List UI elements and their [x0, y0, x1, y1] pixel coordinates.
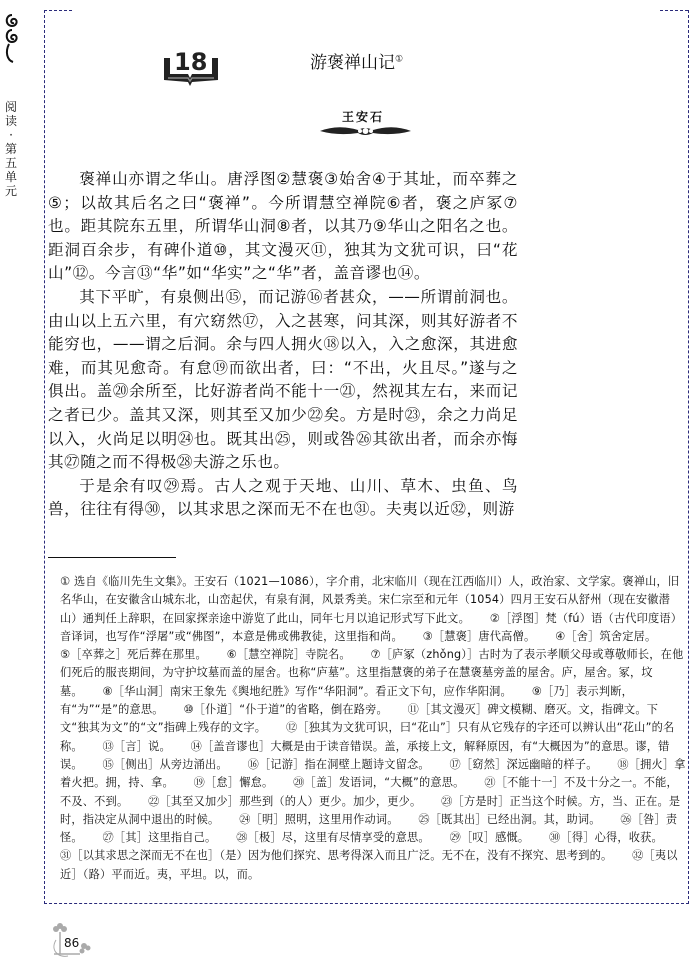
- footnote: ⑰［窈然］深远幽暗的样子。: [449, 757, 598, 771]
- unit-side-label: [4, 100, 18, 198]
- open-book-lesson-number-icon: [160, 40, 220, 90]
- scroll-ornament-icon: [2, 12, 22, 64]
- footnote: ㉜［夷以近］（路）平而近。夷，平坦。以，而。: [60, 849, 678, 881]
- paragraph: 褒禅山亦谓之华山。唐浮图②慧褒③始舍④于其址，而卒葬之⑤；以故其后名之曰“褒禅”。今所谓慧空禅院⑥者，褒之庐冢⑦也。距其院东五里，所谓华山洞⑧者，以其乃⑨华山之阳名之也。距洞百余步，有碑仆道⑩，其文漫灭⑪，独其为文犹可识，曰“花山”⑫。今言⑬“华”如“华实”之“华”者，盖音谬也⑭。: [48, 170, 518, 283]
- title-text: 游褒禅山记: [310, 53, 395, 73]
- footnote: ⑲［怠］懈怠。: [193, 776, 274, 790]
- footnote: ⑩［仆道］“仆于道”的省略，倒在路旁。: [183, 703, 388, 717]
- footnote: ① 选自《临川先生文集》。王安石（1021—1086），字介甫，北宋临川（现在江西临川）人，政治家、文学家。褒禅山，旧名华山，在安徽含山城东北，山峦起伏，有泉有洞，风景秀美。宋仁宗至和元年（1054）四月王安石从舒州（现在安徽潜山）通判任上辞职，在回家探亲途中游览了此山，同年七月以追记形式写下此文。: [60, 575, 680, 625]
- side-char: 阅: [4, 100, 17, 114]
- footnote: ③［慧褒］唐代高僧。: [422, 629, 536, 643]
- footnote: ⑫［独其为文犹可识，曰“花山”］只有从它残存的字还可以辨认出“花山”的名称。: [60, 721, 675, 753]
- footnote: ⑭［盖音谬也］大概是由于读音错误。盖，承接上文，解释原因，有“大概因为”的意思。谬，错误。: [60, 739, 670, 771]
- footnote: ㉙［叹］感慨。: [449, 831, 530, 845]
- page-number: 86: [64, 936, 80, 950]
- footnote: ④［舍］筑舍定居。: [555, 629, 657, 643]
- footnote: ⑥［慧空禅院］寺院名。: [226, 648, 351, 662]
- footnote: ⑳［盖］发语词，“大概”的意思。: [293, 776, 465, 790]
- footnote: ㉕［既其出］已经出洞。其，助词。: [418, 812, 601, 826]
- paragraph: 于是余有叹㉙焉。古人之观于天地、山川、草木、虫鱼、鸟兽，往往有得㉚，以其求思之深而无不在也㉛。夫夷以近㉜，则游: [48, 476, 518, 519]
- footnote-divider: [48, 557, 176, 558]
- footnote: ㉔［明］照明，这里用作动词。: [239, 812, 399, 826]
- footnote: ㉛［以其求思之深而无不在也］（是）因为他们探究、思考得深入而且广泛。无不在，没有不探究、思考到的。: [60, 849, 613, 863]
- side-char: 元: [4, 184, 17, 198]
- footnote: ㉓［方是时］正当这个时候。方，当、正在。是时，指决定从洞中退出的时候。: [60, 794, 681, 826]
- title-footnote-ref[interactable]: ①: [395, 54, 404, 65]
- footnote: ⑮［侧出］从旁边涌出。: [102, 757, 228, 771]
- footnote: ㉑［不能十一］不及十分之一。不能，不及、不到。: [60, 776, 678, 808]
- side-char: 第: [4, 142, 17, 156]
- lesson-title: [310, 48, 403, 73]
- svg-text:18: 18: [174, 48, 208, 76]
- footnote: ⑨［乃］表示判断，有“为”“是”的意思。: [60, 684, 634, 717]
- footnote: ㉗［其］这里指自己。: [102, 831, 217, 845]
- footnote: ⑪［其文漫灭］碑文模糊、磨灭。文，指碑文。下文“独其为文”的“文”指碑上残存的文字。: [60, 703, 659, 735]
- footnote: ㉚［得］心得，收获。: [549, 831, 663, 845]
- footnote: ㉒［其至又加少］那些到（的人）更少。加少，更少。: [148, 794, 422, 808]
- main-text: [48, 168, 518, 522]
- side-char: ·: [9, 128, 13, 142]
- footnote: ⑯［记游］指在洞壁上题诗文留念。: [247, 757, 430, 771]
- footnote: ②［浮图］梵（fú）语（古代印度语）音译词，也写作“浮屠”或“佛图”，本意是佛或佛教徒，这里指和尚。: [60, 611, 683, 643]
- footnote: ⑱［拥火］拿着火把。拥，持、拿。: [60, 757, 686, 790]
- side-char: 五: [4, 156, 17, 170]
- footnote: ⑬［言］说。: [102, 739, 171, 753]
- side-char: 单: [4, 170, 17, 184]
- footnote: ⑤［卒葬之］死后葬在那里。: [60, 648, 207, 662]
- ribbon-ornament-icon: [318, 122, 413, 138]
- footnote: ⑧［华山洞］南宋王象先《舆地纪胜》写作“华阳洞”。看正文下句，应作华阳洞。: [102, 684, 512, 698]
- footnotes: [60, 573, 686, 884]
- paragraph: 其下平旷，有泉侧出⑮，而记游⑯者甚众，——所谓前洞也。由山以上五六里，有穴窈然⑰，入之甚寒，问其深，则其好游者不能穷也，——谓之后洞。余与四人拥火⑱以入，入之愈深，其进愈难，而其见愈奇。有怠⑲而欲出者，曰：“不出，火且尽。”遂与之俱出。盖⑳余所至，比好游者尚不能十一㉑，然视其左右，来而记之者已少。盖其又深，则其至又加少㉒矣。方是时㉓，余之力尚足以入，火尚足以明㉔也。既其出㉕，则或咎㉖其欲出者，而余亦悔其㉗随之而不得极㉘夫游之乐也。: [48, 287, 518, 472]
- footnote: ⑦［庐冢（zhǒng）］古时为了表示孝顺父母或尊敬师长，在他们死后的服丧期间，为守护坟墓而盖的屋舍。也称“庐墓”。这里指慧褒的弟子在慧褒墓旁盖的屋舍。庐，屋舍。冢，坟墓。: [60, 648, 684, 698]
- footnote: ㉘［极］尽，这里有尽情享受的意思。: [236, 831, 430, 845]
- author-name: 王安石: [342, 110, 385, 124]
- side-char: 读: [4, 114, 17, 128]
- footnote: ㉖［咎］责怪。: [60, 812, 678, 845]
